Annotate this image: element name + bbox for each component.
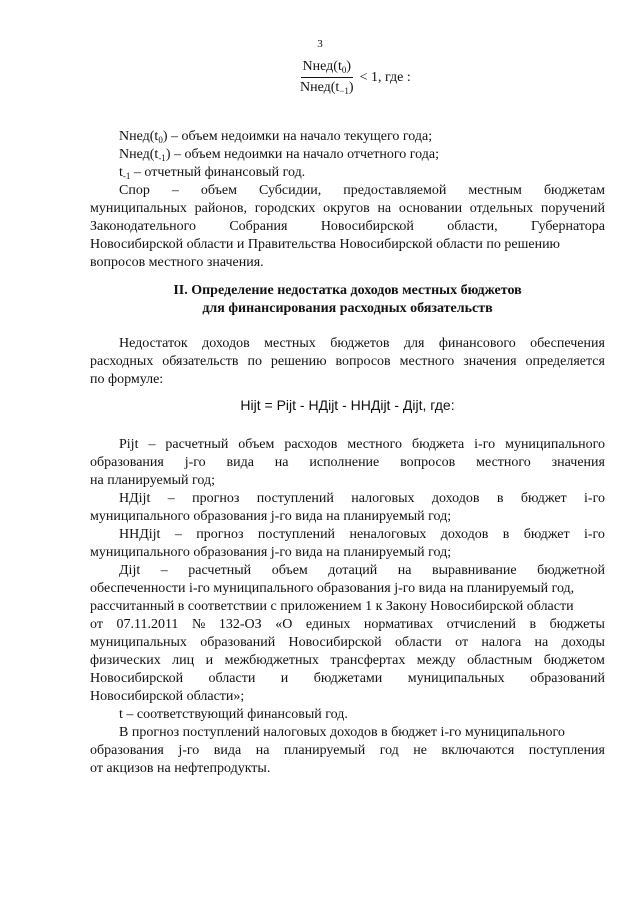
word: для: [403, 336, 425, 351]
word: доходов: [440, 527, 489, 542]
denominator-subscript: −1: [339, 86, 349, 96]
word: отчислений: [446, 617, 516, 632]
def-text: ) – объем недоимки на начало текущего года;: [162, 129, 433, 144]
word: отдельных: [469, 201, 534, 216]
word: в: [529, 617, 537, 632]
word: бюджет: [520, 491, 567, 506]
word: обеспечения: [530, 336, 605, 351]
word: обязательств: [162, 354, 239, 369]
word: расходных: [90, 354, 154, 369]
heading-line-1: II. Определение недостатка доходов местных бюджетов: [173, 283, 522, 298]
heading-line-2: для финансирования расходных обязательств: [202, 301, 493, 316]
word: образования: [90, 743, 164, 758]
word: поручений: [540, 201, 605, 216]
word: физических: [90, 653, 161, 668]
formula-arrears-ratio: [298, 58, 411, 97]
def-d-line-7: [90, 670, 605, 688]
word: Новосибирской: [320, 219, 414, 234]
def-nd-line-1: [90, 490, 605, 508]
word: в: [502, 527, 510, 542]
word: исполнение: [309, 455, 380, 470]
word: Дijt: [119, 563, 141, 578]
word: предоставляемой: [343, 183, 447, 198]
word: вопросов: [400, 455, 456, 470]
intro-paragraph: [90, 335, 605, 389]
def-p-line-3: на планируемый год;: [90, 473, 215, 488]
def-text: Nнед(t: [119, 147, 159, 162]
word: на: [274, 455, 289, 470]
def-text: Nнед(t: [119, 129, 159, 144]
word: i-го: [584, 491, 605, 506]
word: на: [397, 563, 412, 578]
word: трансфертах: [330, 653, 406, 668]
fraction-numerator: [301, 58, 353, 78]
intro-line-2: [90, 353, 605, 371]
word: неналоговых: [349, 527, 427, 542]
numerator-close: ): [346, 59, 352, 74]
def-d-line-3: рассчитанный в соответствии с приложением 1 к Закону Новосибирской области: [90, 599, 574, 614]
word: финансового: [438, 336, 516, 351]
word: бюджетам: [543, 183, 605, 198]
word: расходов: [284, 437, 338, 452]
word: j-го: [178, 743, 200, 758]
word: i-го: [474, 437, 496, 452]
word: выравнивание: [431, 563, 517, 578]
word: год: [379, 743, 399, 758]
word: городских: [254, 201, 316, 216]
word: муниципальных: [90, 201, 187, 216]
def-subscript: 0: [158, 135, 163, 145]
def-text: t: [119, 165, 123, 180]
def-d-line-2: обеспеченности i-го муниципального образования j-го вида на планируемый год,: [90, 581, 575, 596]
word: Законодательного: [90, 219, 196, 234]
word: на: [377, 201, 392, 216]
word: расчетный: [188, 563, 252, 578]
spor-line-4: Новосибирской области и Правительства Новосибирской области по решению: [90, 237, 561, 252]
def-d-line-8: Новосибирской области»;: [90, 689, 245, 704]
word: –: [171, 183, 179, 198]
word: бюджетом: [543, 653, 605, 668]
word: поступления: [528, 743, 605, 758]
def-t-line: t – соответствующий финансовый год.: [119, 707, 348, 722]
word: поступлений: [256, 491, 334, 506]
formula-deficit: Нijt = Рijt - НДijt - ННДijt - Дijt, где:: [240, 397, 455, 413]
fraction: [298, 58, 356, 97]
final-line-2: [90, 742, 605, 760]
numerator-text: Nнед(t: [302, 59, 342, 74]
word: доходов: [202, 336, 250, 351]
word: объем: [271, 563, 308, 578]
word: местным: [468, 183, 522, 198]
def-text: ) – объем недоимки на начало отчетного года;: [165, 147, 439, 162]
word: Губернатора: [530, 219, 605, 234]
definition-current-arrears: [90, 128, 605, 146]
definition-reporting-year: [90, 164, 605, 182]
word: и: [205, 653, 214, 668]
word: значения: [463, 354, 517, 369]
word: Спор: [119, 183, 150, 198]
fraction-denominator: [298, 78, 356, 97]
definitions-block-2: [90, 436, 605, 778]
word: бюджетами: [313, 671, 383, 686]
word: расчетный: [165, 437, 229, 452]
word: от: [455, 635, 469, 650]
word: и: [280, 671, 289, 686]
word: прогноз: [196, 527, 244, 542]
word: области,: [447, 219, 498, 234]
word: поступлений: [257, 527, 336, 542]
word: муниципальных: [90, 635, 187, 650]
word: Недостаток: [119, 336, 188, 351]
word: вопросов: [335, 354, 391, 369]
intro-line-3: по формуле:: [90, 372, 164, 387]
word: не: [413, 743, 428, 758]
word: от: [90, 617, 103, 632]
spor-line-3: [90, 218, 605, 236]
word: местного: [347, 437, 403, 452]
word: Новосибирской: [288, 635, 382, 650]
def-p-line-2: [90, 454, 605, 472]
intro-line-1: [90, 335, 605, 353]
def-d-line-6: [90, 652, 605, 670]
word: доходы: [561, 635, 605, 650]
word: прогноз: [192, 491, 240, 506]
def-text: – отчетный финансовый год.: [130, 165, 306, 180]
word: бюджетов: [330, 336, 390, 351]
word: значения: [551, 455, 605, 470]
word: на: [534, 635, 549, 650]
def-d-line-1: [90, 562, 605, 580]
word: –: [148, 437, 156, 452]
final-line-1: В прогноз поступлений налоговых доходов в бюджет i-го муниципального: [119, 725, 565, 740]
word: Субсидии,: [258, 183, 322, 198]
word: лиц: [172, 653, 195, 668]
numerator-subscript: 0: [341, 65, 347, 75]
word: Новосибирской: [90, 671, 184, 686]
word: –: [174, 527, 182, 542]
word: –: [167, 491, 175, 506]
denominator-close: ): [348, 80, 354, 95]
word: включаются: [441, 743, 515, 758]
word: бюджета: [411, 437, 465, 452]
section-heading: [90, 282, 605, 318]
word: «О: [275, 617, 293, 632]
word: области: [208, 671, 256, 686]
word: объем: [200, 183, 237, 198]
def-nd-line-2: муниципального образования j-го вида на планируемый год;: [90, 509, 452, 524]
word: –: [160, 563, 168, 578]
word: НДijt: [119, 491, 151, 506]
word: образований: [200, 635, 276, 650]
word: решению: [270, 354, 327, 369]
page-number: 3: [317, 38, 323, 50]
word: единых: [305, 617, 351, 632]
word: местных: [264, 336, 316, 351]
def-nnd-line-2: муниципального образования j-го вида на планируемый год;: [90, 545, 452, 560]
spor-line-1: [90, 182, 605, 200]
word: районов,: [194, 201, 247, 216]
definitions-block-1: [90, 128, 605, 272]
word: дотаций: [328, 563, 378, 578]
denominator-text: Nнед(t: [300, 80, 340, 95]
word: образования: [90, 455, 164, 470]
def-d-line-4: [90, 616, 605, 634]
word: бюджетной: [537, 563, 605, 578]
def-subscript: -1: [122, 171, 131, 181]
word: муниципального: [505, 437, 605, 452]
word: областным: [467, 653, 533, 668]
spor-line-2: [90, 200, 605, 218]
word: нормативах: [363, 617, 434, 632]
word: определяется: [525, 354, 605, 369]
word: планируемый: [283, 743, 366, 758]
word: №: [191, 617, 206, 632]
word: области: [394, 635, 442, 650]
word: 07.11.2011: [116, 617, 179, 632]
word: на: [255, 743, 270, 758]
def-p-line-1: [90, 436, 605, 454]
def-nnd-line-1: [90, 526, 605, 544]
word: бюджет: [523, 527, 570, 542]
word: объем: [238, 437, 275, 452]
word: вида: [226, 455, 254, 470]
word: муниципальных: [407, 671, 505, 686]
word: ННДijt: [119, 527, 161, 542]
definition-reporting-arrears: [90, 146, 605, 164]
word: между: [416, 653, 456, 668]
word: по: [247, 354, 262, 369]
word: вида: [213, 743, 242, 758]
word: бюджеты: [549, 617, 605, 632]
word: налоговых: [351, 491, 415, 506]
word: доходов: [431, 491, 480, 506]
spor-line-5: вопросов местного значения.: [90, 255, 264, 270]
word: в: [496, 491, 504, 506]
def-subscript: -1: [158, 153, 166, 163]
word: Собрания: [229, 219, 288, 234]
word: местного: [476, 455, 531, 470]
word: i-го: [583, 527, 605, 542]
word: Рijt: [119, 437, 139, 452]
final-line-3: от акцизов на нефтепродукты.: [90, 761, 271, 776]
word: основании: [398, 201, 463, 216]
word: образований: [530, 671, 605, 686]
word: межбюджетных: [224, 653, 319, 668]
word: налога: [481, 635, 522, 650]
formula-tail: < 1, где :: [359, 69, 411, 85]
word: местного: [399, 354, 455, 369]
word: 132-ОЗ: [218, 617, 262, 632]
def-d-line-5: [90, 634, 605, 652]
word: округов: [323, 201, 370, 216]
word: j-го: [184, 455, 206, 470]
